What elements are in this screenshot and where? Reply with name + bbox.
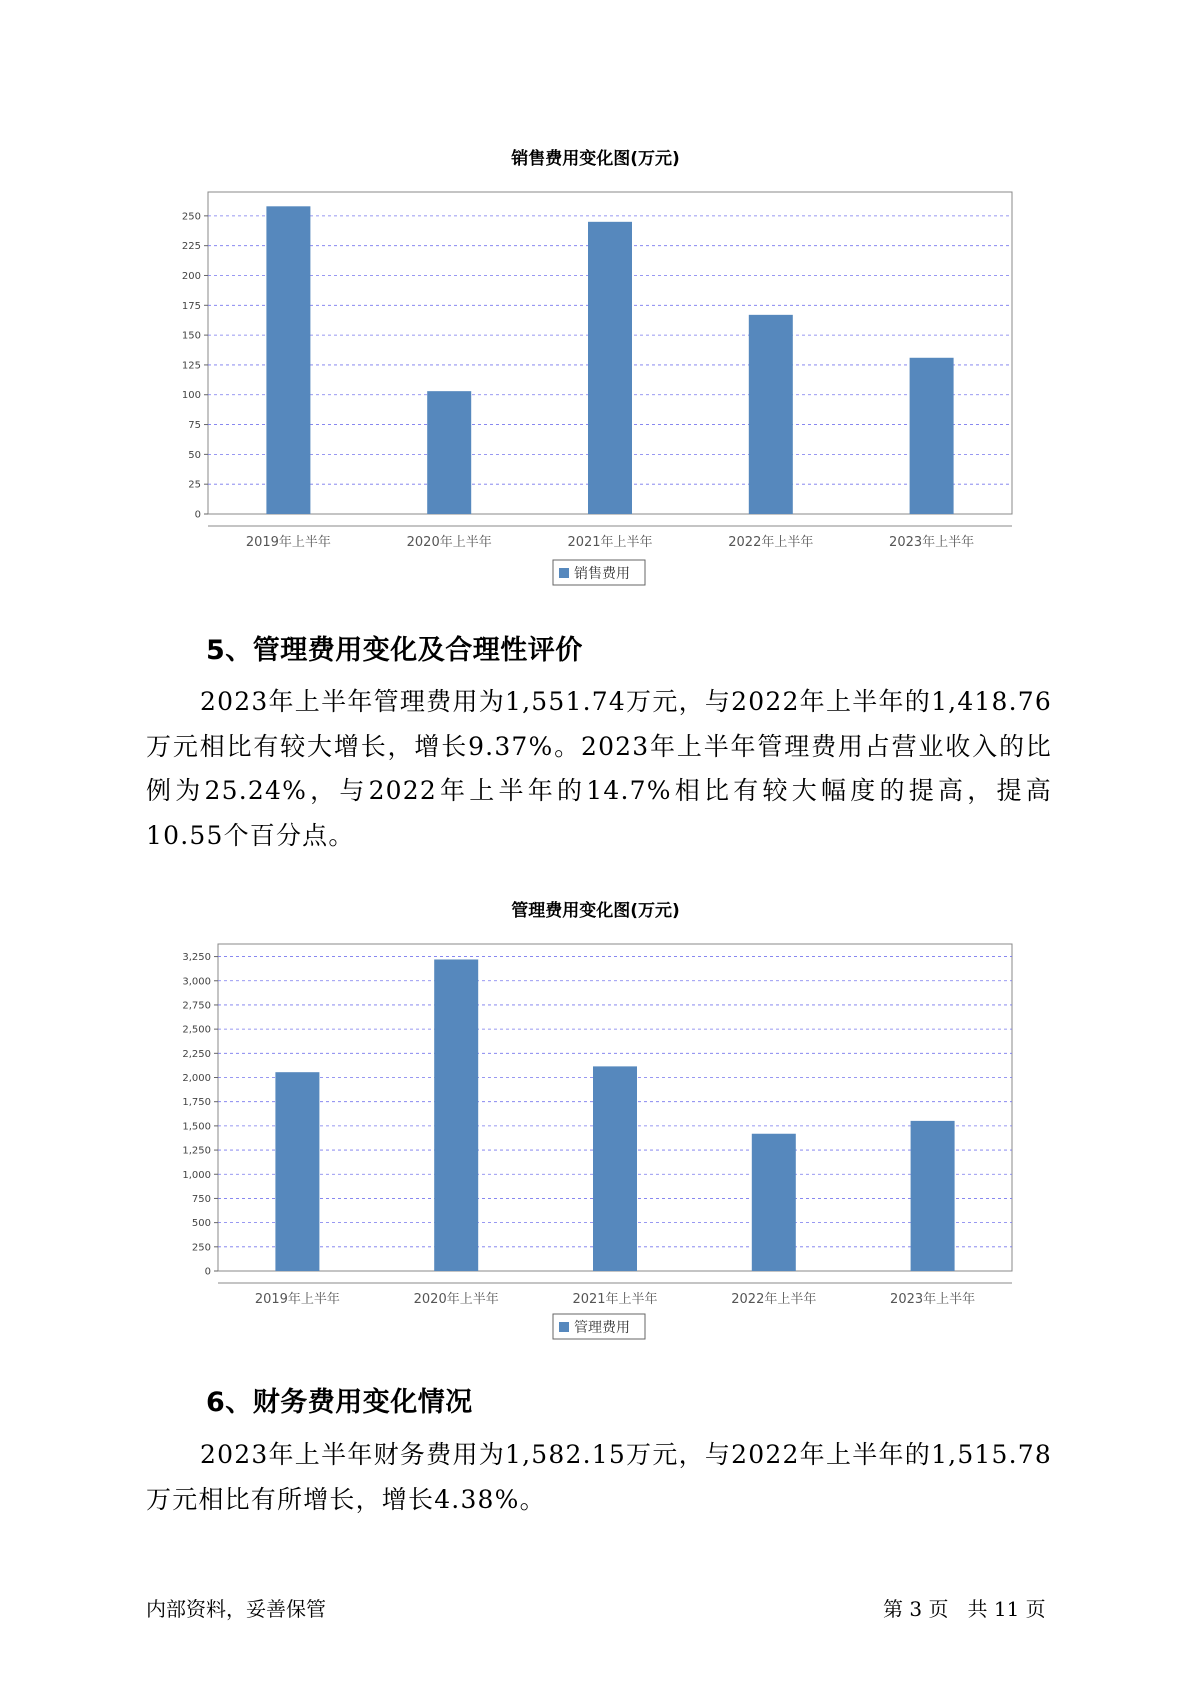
- x-tick-label: 2023年上半年: [889, 535, 975, 550]
- y-tick-label: 3,000: [182, 976, 211, 988]
- x-tick-label: 2022年上半年: [728, 535, 814, 550]
- section-5-paragraph: 2023年上半年管理费用为1,551.74万元，与2022年上半年的1,418.76万元相比有较大增长，增长9.37%。2023年上半年管理费用占营业收入的比例为25.24%，与2022年上半年的14.7%相比有较大幅度的提高，提高10.55个百分点。: [146, 687, 1052, 850]
- legend-swatch: [559, 1322, 569, 1332]
- x-tick-label: 2019年上半年: [245, 535, 331, 550]
- y-tick-label: 1,250: [182, 1145, 211, 1157]
- y-tick-label: 2,500: [182, 1024, 211, 1036]
- legend-label: 管理费用: [574, 1320, 630, 1336]
- x-tick-label: 2020年上半年: [406, 535, 492, 550]
- x-tick-label: 2023年上半年: [890, 1292, 976, 1307]
- section-6-heading: 6、财务费用变化情况: [206, 1387, 473, 1418]
- y-tick-label: 3,250: [182, 952, 211, 964]
- y-tick-label: 250: [191, 1242, 211, 1254]
- y-tick-label: 25: [188, 479, 201, 491]
- y-tick-label: 100: [181, 390, 201, 402]
- y-tick-label: 500: [191, 1218, 211, 1230]
- section-5-heading: 5、管理费用变化及合理性评价: [206, 635, 583, 666]
- y-tick-label: 0: [204, 1266, 211, 1278]
- y-tick-label: 125: [181, 360, 201, 372]
- bar: [434, 959, 478, 1271]
- x-tick-label: 2022年上半年: [731, 1292, 817, 1307]
- section-6-paragraph: 2023年上半年财务费用为1,582.15万元，与2022年上半年的1,515.78万元相比有所增长，增长4.38%。: [146, 1440, 1052, 1514]
- bar: [593, 1066, 637, 1271]
- chart-title-admin: 管理费用变化图(万元): [511, 901, 680, 921]
- y-tick-label: 2,750: [182, 1000, 211, 1012]
- y-tick-label: 225: [181, 241, 201, 253]
- y-tick-label: 2,250: [182, 1048, 211, 1060]
- chart-title-sales: 销售费用变化图(万元): [511, 149, 680, 169]
- y-tick-label: 1,750: [182, 1097, 211, 1109]
- x-tick-label: 2019年上半年: [254, 1292, 340, 1307]
- legend-label: 销售费用: [574, 566, 630, 582]
- y-tick-label: 0: [194, 509, 201, 521]
- y-tick-label: 2,000: [182, 1073, 211, 1085]
- y-tick-label: 750: [191, 1193, 211, 1205]
- y-tick-label: 175: [181, 300, 201, 312]
- x-tick-label: 2021年上半年: [572, 1292, 658, 1307]
- bar: [752, 1134, 796, 1271]
- y-tick-label: 50: [188, 449, 201, 461]
- bar: [911, 1121, 955, 1271]
- y-tick-label: 1,000: [182, 1169, 211, 1181]
- footer-page-number: 第 3 页 共 11 页: [883, 1597, 1046, 1621]
- bar: [275, 1072, 319, 1271]
- y-tick-label: 1,500: [182, 1121, 211, 1133]
- y-tick-label: 75: [188, 420, 201, 432]
- x-tick-label: 2020年上半年: [413, 1292, 499, 1307]
- y-tick-label: 150: [181, 330, 201, 342]
- footer-confidential-note: 内部资料，妥善保管: [146, 1597, 326, 1621]
- y-tick-label: 200: [181, 270, 201, 282]
- y-tick-label: 250: [181, 211, 201, 223]
- x-tick-label: 2021年上半年: [567, 535, 653, 550]
